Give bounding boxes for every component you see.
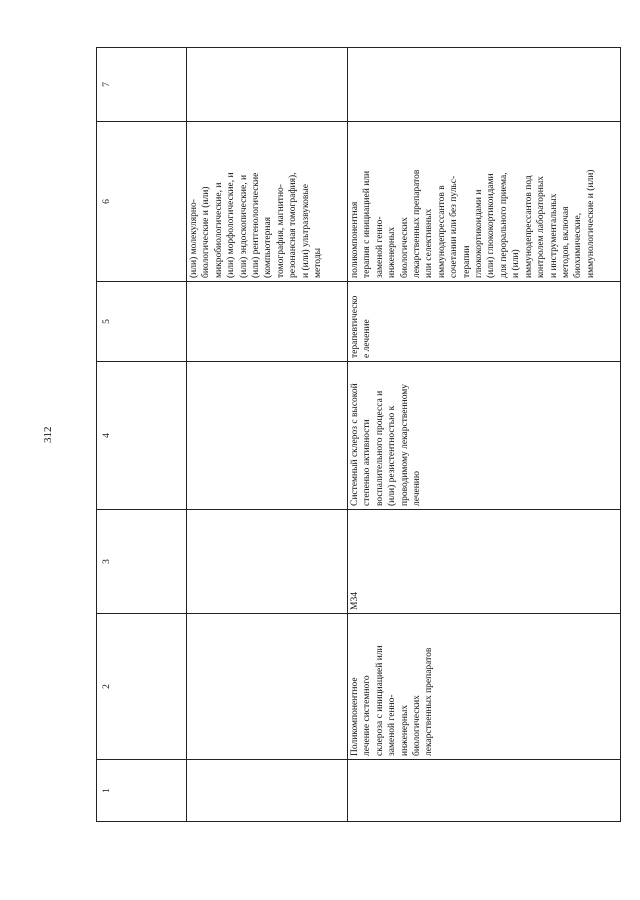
treatment-name-cell: Поликомпонентное лечение системного склероза с инициацией или заменой генно- инженерных биологических лекарственных препаратов (348, 614, 621, 760)
table-cell (187, 760, 348, 822)
table-header-row (97, 48, 187, 822)
column-header: 7 (97, 48, 187, 122)
table-row (348, 48, 621, 822)
table-cell (187, 362, 348, 510)
table-cell (348, 760, 621, 822)
medical-care-table (96, 47, 621, 822)
column-header: 4 (97, 362, 187, 510)
column-header: 1 (97, 760, 187, 822)
methods-cell: (или) молекулярно- биологические и (или) микробиологические, и (или) морфологические, и (или) эндоскопические, и (или) рентгенологические (компьютерная томография, магнитно- резонансная томография), и (или) ультразвуковые методы (187, 122, 348, 282)
treatment-method-cell: поликомпонентная терапия с инициацией или заменой генно- инженерных биологических лекарственных препаратов или селективных иммунодепрессантов в сочетании или без пульс- терапии глюкокортикоидами и (или) глюкокортикоидами для перорального приема, и (или) иммунодепрессантов под контролем лабораторных и инструментальных методов, включая биохимические, иммунологические и (или) (348, 122, 621, 282)
patient-model-cell: Системный склероз с высокой степенью активности воспалительного процесса и (или) резистентностью к проводимому лекарственному лечению (348, 362, 621, 510)
column-header: 3 (97, 510, 187, 614)
column-header: 2 (97, 614, 187, 760)
table-cell (187, 510, 348, 614)
table-row (187, 48, 348, 822)
icd-code-cell: M34 (348, 510, 621, 614)
column-header: 6 (97, 122, 187, 282)
table-cell (187, 282, 348, 362)
table-cell (348, 48, 621, 122)
treatment-type-cell: терапевтическо е лечение (348, 282, 621, 362)
table-cell (187, 48, 348, 122)
table-cell (187, 614, 348, 760)
rotated-table-container (96, 48, 596, 822)
column-header: 5 (97, 282, 187, 362)
page-number: 312 (42, 426, 54, 443)
